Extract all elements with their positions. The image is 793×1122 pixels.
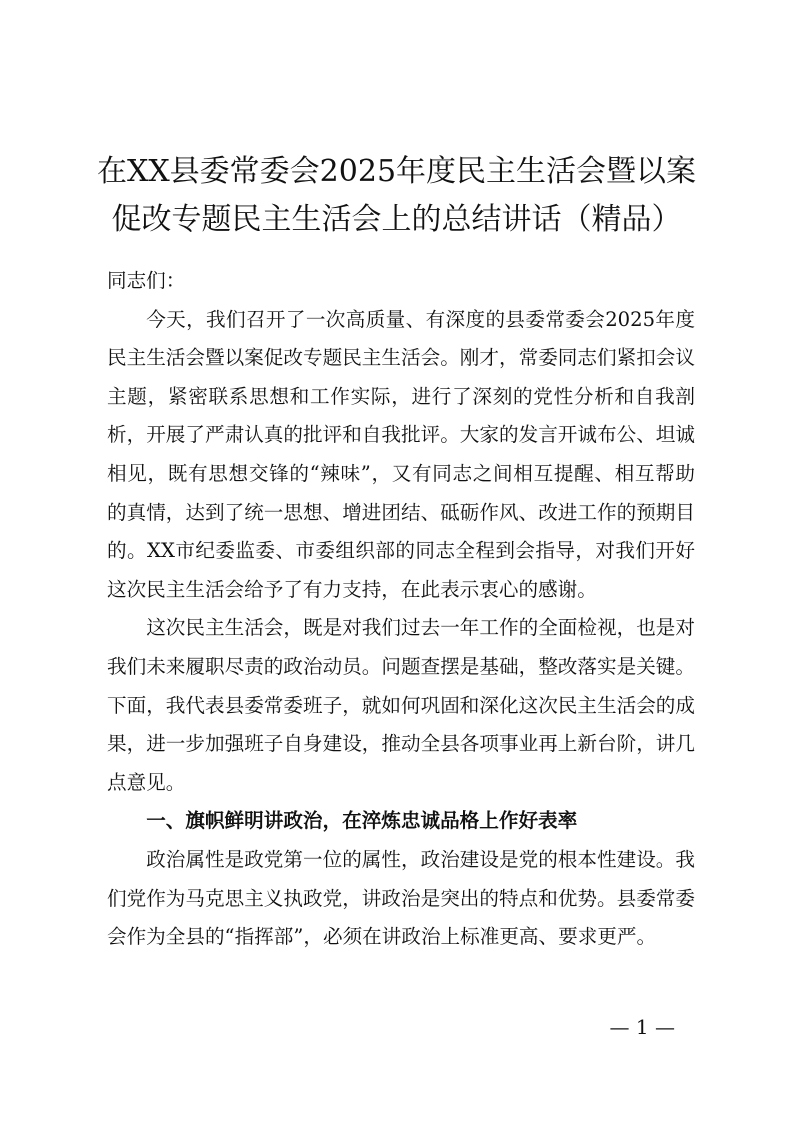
paragraph-2: 这次民主生活会，既是对我们过去一年工作的全面检视，也是对我们未来履职尽责的政治动员。问题查摆是基础，整改落实是关键。下面，我代表县委常委班子，就如何巩固和深化这次民主生活会的成果，进一步加强班子自身建设，推动全县各项事业再上新台阶，讲几点意见。 bbox=[107, 616, 695, 794]
title-line-1: 在XX县委常委会2025年度民主生活会暨以案 bbox=[96, 154, 697, 189]
title-line-2: 促改专题民主生活会上的总结讲话（精品） bbox=[111, 202, 682, 237]
salutation: 同志们： bbox=[107, 269, 186, 292]
page-title bbox=[70, 148, 723, 244]
section-heading-1: 一、旗帜鲜明讲政治，在淬炼忠诚品格上作好表率 bbox=[146, 809, 578, 833]
page-number: — 1 — bbox=[609, 1015, 675, 1039]
paragraph-1: 今天，我们召开了一次高质量、有深度的县委常委会2025年度民主生活会暨以案促改专题民主生活会。刚才，常委同志们紧扣会议主题，紧密联系思想和工作实际，进行了深刻的党性分析和自我剖析，开展了严肃认真的批评和自我批评。大家的发言开诚布公、坦诚相见，既有思想交锋的“辣味”，又有同志之间相互提醒、相互帮助的真情，达到了统一思想、增进团结、砥砺作风、改进工作的预期目的。XX市纪委监委、市委组织部的同志全程到会指导，对我们开好这次民主生活会给予了有力支持，在此表示衷心的感谢。 bbox=[107, 307, 695, 601]
paragraph-3: 政治属性是政党第一位的属性，政治建设是党的根本性建设。我们党作为马克思主义执政党，讲政治是突出的特点和优势。县委常委会作为全县的“指挥部”，必须在讲政治上标准更高、要求更严。 bbox=[107, 847, 695, 949]
document-body bbox=[107, 262, 695, 957]
